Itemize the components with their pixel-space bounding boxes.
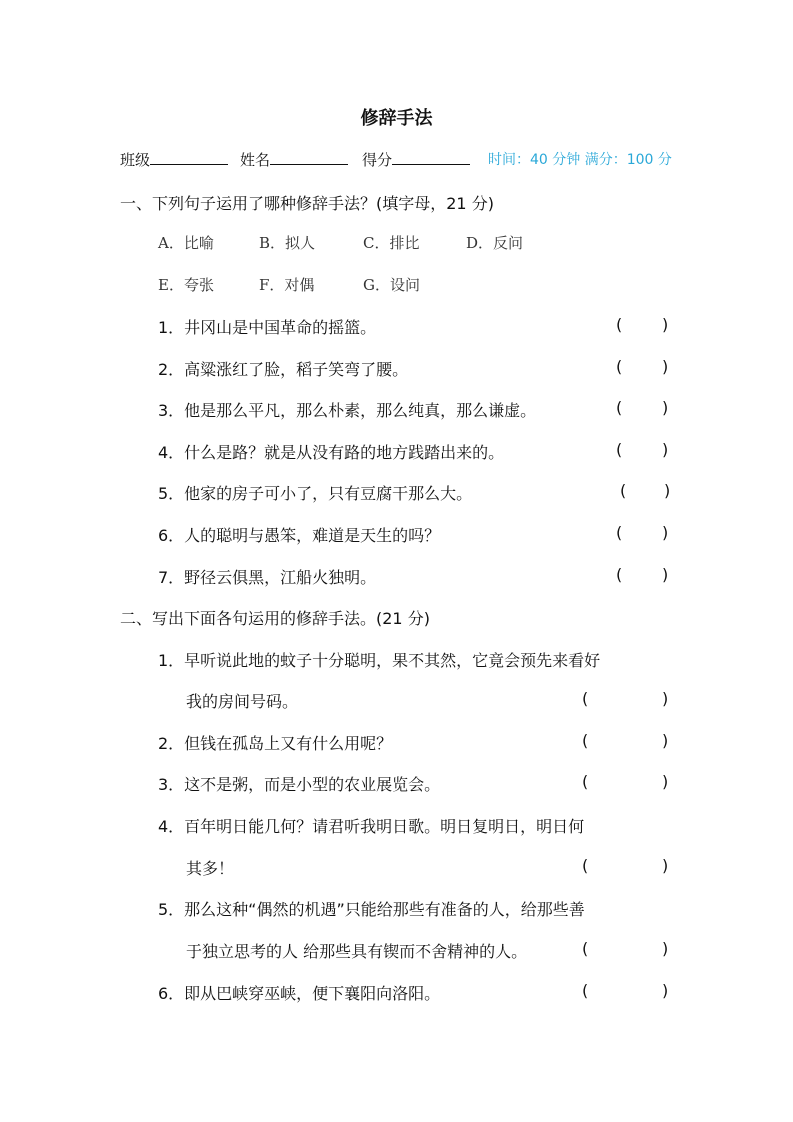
- class-label: 班级: [120, 151, 151, 169]
- answer-paren-open[interactable]: (: [582, 981, 589, 1000]
- answer-paren-open[interactable]: (: [620, 481, 627, 500]
- answer-paren-close: ): [662, 731, 669, 750]
- s1-question-3: 3．他是那么平凡，那么朴素，那么纯真，那么谦虚。: [158, 401, 537, 420]
- score-blank[interactable]: [392, 150, 470, 165]
- answer-paren-open[interactable]: (: [616, 357, 623, 376]
- section1-heading: 一、下列句子运用了哪种修辞手法？(填字母，21 分): [120, 194, 494, 213]
- name-blank[interactable]: [270, 150, 348, 165]
- answer-paren-close: ): [662, 939, 669, 958]
- name-label: 姓名: [240, 151, 271, 169]
- class-field: [120, 149, 228, 170]
- answer-paren-close: ): [662, 981, 669, 1000]
- option-f: F．对偶: [259, 276, 315, 294]
- s2-question-6: 6．即从巴峡穿巫峡，便下襄阳向洛阳。: [158, 984, 441, 1003]
- answer-paren-close: ): [662, 772, 669, 791]
- option-e: E．夸张: [158, 276, 214, 294]
- answer-paren-open[interactable]: (: [616, 315, 623, 334]
- score-label: 得分: [362, 151, 393, 169]
- answer-paren-close: ): [662, 565, 669, 584]
- answer-paren-close: ): [662, 398, 669, 417]
- option-a: A．比喻: [158, 234, 214, 252]
- s1-question-1: 1．井冈山是中国革命的摇篮。: [158, 318, 377, 337]
- answer-paren-close: ): [662, 523, 669, 542]
- s2-question-5-line2: 于独立思考的人 给那些具有锲而不舍精神的人。: [186, 942, 528, 961]
- option-g: G．设问: [363, 276, 420, 294]
- answer-paren-open[interactable]: (: [582, 731, 589, 750]
- answer-paren-close: ): [662, 440, 669, 459]
- s1-question-4: 4．什么是路？就是从没有路的地方践踏出来的。: [158, 443, 505, 462]
- answer-paren-open[interactable]: (: [616, 398, 623, 417]
- s2-question-4-line1: 4．百年明日能几何？请君听我明日歌。明日复明日，明日何: [158, 817, 585, 836]
- answer-paren-open[interactable]: (: [616, 440, 623, 459]
- s2-question-1-line2: 我的房间号码。: [186, 692, 299, 711]
- s2-question-1-line1: 1．早听说此地的蚊子十分聪明，果不其然，它竟会预先来看好: [158, 651, 601, 670]
- answer-paren-close: ): [662, 856, 669, 875]
- option-b: B．拟人: [259, 234, 316, 252]
- answer-paren-close: ): [662, 357, 669, 376]
- answer-paren-close: ): [662, 689, 669, 708]
- s1-question-5: 5．他家的房子可小了，只有豆腐干那么大。: [158, 484, 473, 503]
- answer-paren-open[interactable]: (: [582, 689, 589, 708]
- score-field: [362, 149, 470, 170]
- name-field: [240, 149, 348, 170]
- time-score-info: 时间：40 分钟 满分：100 分: [488, 152, 672, 168]
- class-blank[interactable]: [150, 150, 228, 165]
- answer-paren-close: ): [664, 481, 671, 500]
- answer-paren-open[interactable]: (: [616, 523, 623, 542]
- s1-question-2: 2．高粱涨红了脸，稻子笑弯了腰。: [158, 360, 409, 379]
- s2-question-3: 3．这不是粥，而是小型的农业展览会。: [158, 775, 441, 794]
- s2-question-4-line2: 其多！: [186, 859, 235, 878]
- s2-question-2: 2．但钱在孤岛上又有什么用呢？: [158, 734, 393, 753]
- s1-question-6: 6．人的聪明与愚笨，难道是天生的吗？: [158, 526, 441, 545]
- option-c: C．排比: [363, 234, 420, 252]
- option-d: D．反问: [466, 234, 524, 252]
- answer-paren-open[interactable]: (: [582, 939, 589, 958]
- answer-paren-close: ): [662, 315, 669, 334]
- s2-question-5-line1: 5．那么这种“偶然的机遇”只能给那些有准备的人，给那些善: [158, 900, 585, 919]
- answer-paren-open[interactable]: (: [616, 565, 623, 584]
- answer-paren-open[interactable]: (: [582, 772, 589, 791]
- section2-heading: 二、写出下面各句运用的修辞手法。(21 分): [120, 609, 430, 628]
- answer-paren-open[interactable]: (: [582, 856, 589, 875]
- s1-question-7: 7．野径云俱黑，江船火独明。: [158, 568, 377, 587]
- page-title: 修辞手法: [360, 108, 433, 129]
